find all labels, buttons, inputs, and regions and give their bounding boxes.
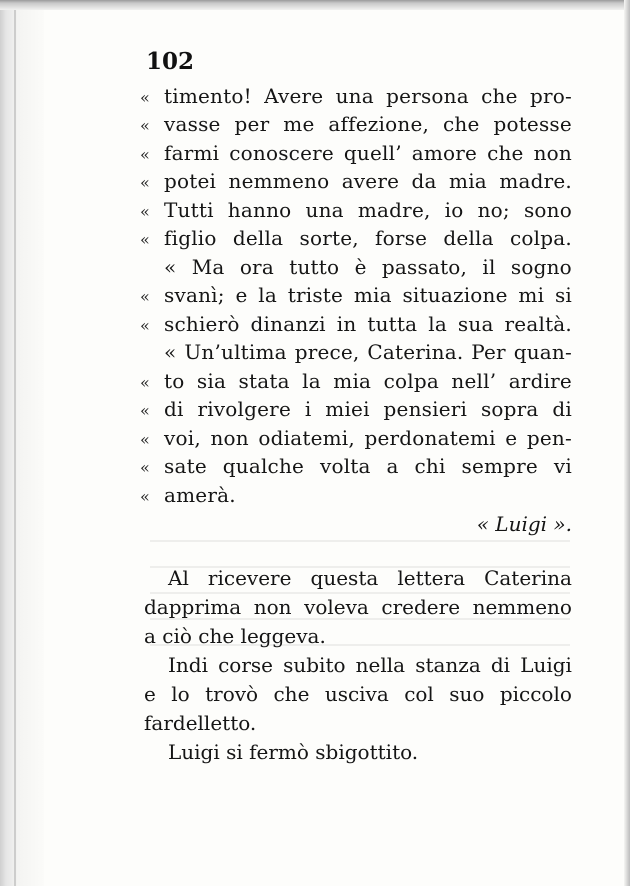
quote-mark: «: [140, 287, 150, 306]
quote-mark: «: [140, 401, 150, 420]
page-top-edge: [0, 0, 630, 10]
narrative-line: Luigi si fermò sbigottito.: [168, 740, 419, 764]
letter-line: [140, 281, 572, 309]
quote-mark: «: [140, 88, 150, 107]
binding-shadow: [0, 0, 44, 886]
letter-line-text: « Ma ora tutto è passato, il sogno: [164, 255, 572, 279]
quote-mark: «: [140, 487, 150, 506]
quote-mark: «: [140, 316, 150, 335]
quote-mark: «: [140, 145, 150, 164]
letter-line: [140, 253, 572, 281]
letter-line: [140, 310, 572, 338]
letter-line: [140, 110, 572, 138]
quote-mark: «: [140, 173, 150, 192]
letter-line-text: di rivolgere i miei pensieri sopra di: [164, 397, 572, 421]
letter-line-text: amerà.: [164, 483, 236, 507]
letter-line: [140, 139, 572, 167]
quote-mark: «: [140, 116, 150, 135]
letter-line-text: potei nemmeno avere da mia madre.: [164, 169, 572, 193]
letter-line-text: svanì; e la triste mia situazione mi si: [164, 283, 572, 307]
narrative-line: e lo trovò che usciva col suo piccolo: [144, 682, 572, 706]
letter-line-text: Tutti hanno una madre, io no; sono: [164, 198, 572, 222]
narrative-line: Al ricevere questa lettera Caterina: [168, 566, 572, 590]
letter-line: [140, 452, 572, 480]
letter-line: [140, 367, 572, 395]
quote-mark: «: [140, 458, 150, 477]
letter-line: [140, 196, 572, 224]
narrative-line: dapprima non voleva credere nemmeno: [144, 595, 572, 619]
letter-line-text: farmi conoscere quell’ amore che non: [164, 141, 572, 165]
letter-line: [140, 395, 572, 423]
quote-mark: «: [140, 430, 150, 449]
binding-line: [14, 0, 16, 886]
letter-line: [140, 82, 572, 110]
letter-line-text: vasse per me affezione, che potesse: [164, 112, 572, 136]
narrative-line: a ciò che leggeva.: [144, 624, 326, 648]
letter-line-text: schierò dinanzi in tutta la sua realtà.: [164, 312, 572, 336]
quote-mark: «: [140, 202, 150, 221]
letter-line: [140, 167, 572, 195]
quote-mark: «: [140, 230, 150, 249]
letter-line-text: sate qualche volta a chi sempre vi: [164, 454, 572, 478]
letter-line-text: to sia stata la mia colpa nell’ ardire: [164, 369, 572, 393]
letter-line-text: voi, non odiatemi, perdonatemi e pen-: [164, 426, 572, 450]
letter-line-text: figlio della sorte, forse della colpa.: [164, 226, 572, 250]
page-right-edge: [624, 0, 630, 886]
letter-line: [140, 481, 572, 509]
narrative-line: Indi corse subito nella stanza di Luigi: [168, 653, 572, 677]
narrative-line: fardelletto.: [144, 711, 257, 735]
page-number: 102: [146, 48, 195, 75]
letter-line: [140, 224, 572, 252]
letter-line-text: « Un’ultima prece, Caterina. Per quan-: [164, 340, 572, 364]
letter-line-text: timento! Avere una persona che pro-: [164, 84, 572, 108]
letter-line: [140, 338, 572, 366]
quote-mark: «: [140, 373, 150, 392]
letter-signature: « Luigi ».: [476, 512, 572, 536]
letter-line: [140, 424, 572, 452]
